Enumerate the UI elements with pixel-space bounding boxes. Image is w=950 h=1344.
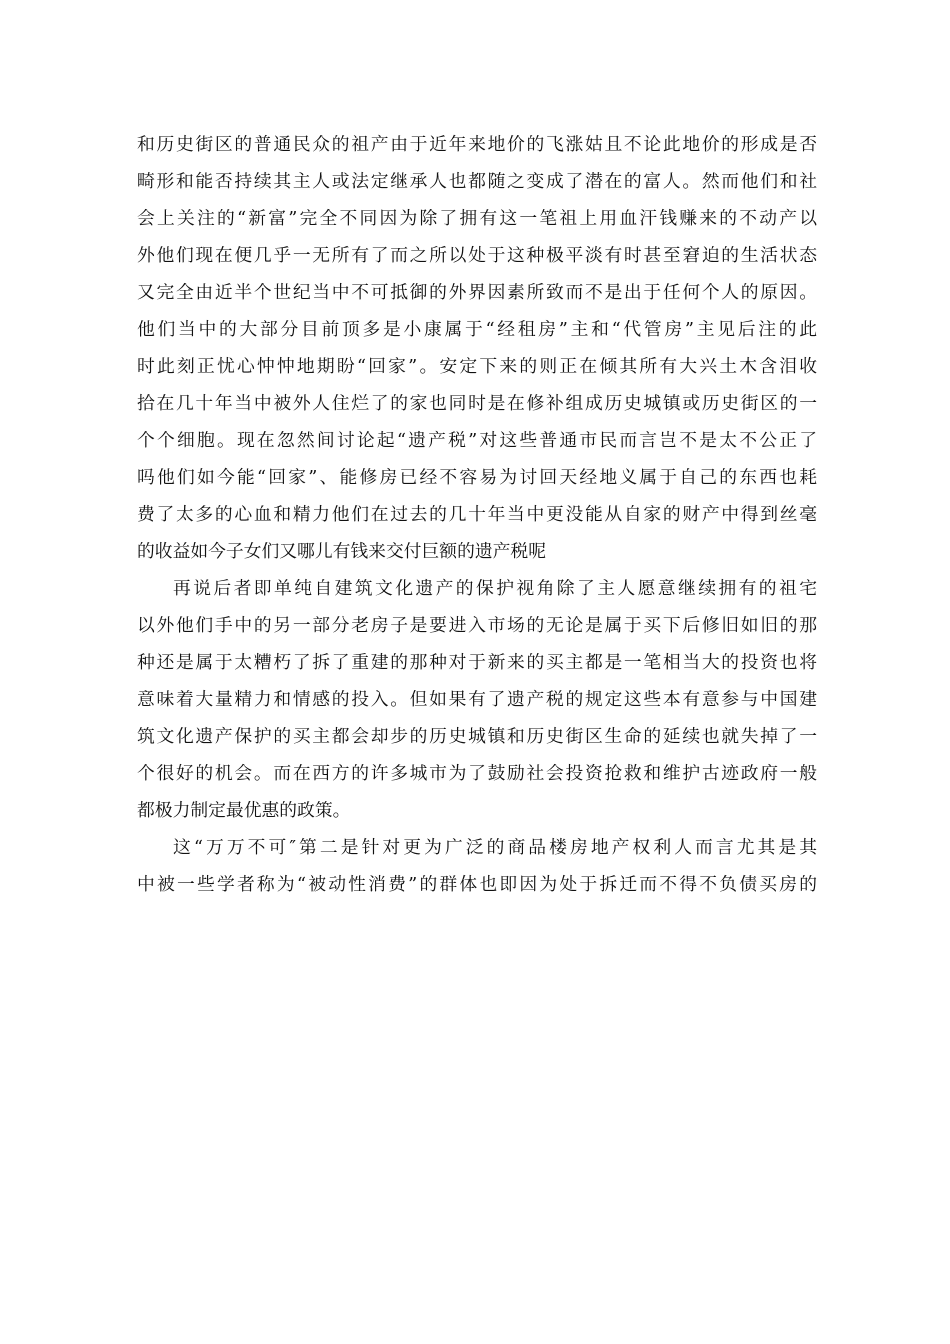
paragraph-1 bbox=[137, 126, 817, 570]
text-line: 的收益如今子女们又哪儿有钱来交付巨额的遗产税呢 bbox=[137, 541, 546, 562]
text-line: 个个细胞。现在忽然间讨论起“遗产税”对这些普通市民而言岂不是太不公正了 bbox=[137, 430, 817, 451]
text-line: 时此刻正忧心忡忡地期盼“回家”。安定下来的则正在倾其所有大兴土木含泪收 bbox=[137, 356, 817, 377]
text-line: 外他们现在便几乎一无所有了而之所以处于这种极平淡有时甚至窘迫的生活状态 bbox=[137, 245, 817, 266]
text-line: 中被一些学者称为“被动性消费”的群体也即因为处于拆迁而不得不负债买房的 bbox=[137, 874, 817, 895]
paragraph-3 bbox=[137, 829, 817, 903]
text-line: 畸形和能否持续其主人或法定继承人也都随之变成了潜在的富人。然而他们和社 bbox=[137, 171, 817, 192]
text-line: 拾在几十年当中被外人住烂了的家也同时是在修补组成历史城镇或历史街区的一 bbox=[137, 393, 817, 414]
text-line: 吗他们如今能“回家”、能修房已经不容易为讨回天经地义属于自己的东西也耗 bbox=[137, 467, 817, 488]
text-line: 会上关注的“新富”完全不同因为除了拥有这一笔祖上用血汗钱赚来的不动产以 bbox=[137, 208, 817, 229]
text-line: 和历史街区的普通民众的祖产由于近年来地价的飞涨姑且不论此地价的形成是否 bbox=[137, 134, 817, 155]
document-body bbox=[137, 126, 817, 903]
text-line: 这“万万不可″第二是针对更为广泛的商品楼房地产权利人而言尤其是其 bbox=[173, 837, 817, 858]
paragraph-2 bbox=[137, 570, 817, 829]
text-line: 种还是属于太糟朽了拆了重建的那种对于新来的买主都是一笔相当大的投资也将 bbox=[137, 652, 817, 673]
text-line: 再说后者即单纯自建筑文化遗产的保护视角除了主人愿意继续拥有的祖宅 bbox=[173, 578, 817, 599]
text-line: 个很好的机会。而在西方的许多城市为了鼓励社会投资抢救和维护古迹政府一般 bbox=[137, 763, 817, 784]
text-line: 筑文化遗产保护的买主都会却步的历史城镇和历史街区生命的延续也就失掉了一 bbox=[137, 726, 817, 747]
text-line: 意味着大量精力和情感的投入。但如果有了遗产税的规定这些本有意参与中国建 bbox=[137, 689, 817, 710]
text-line: 以外他们手中的另一部分老房子是要进入市场的无论是属于买下后修旧如旧的那 bbox=[137, 615, 817, 636]
text-line: 他们当中的大部分目前顶多是小康属于“经租房”主和“代管房”主见后注的此 bbox=[137, 319, 817, 340]
text-line: 又完全由近半个世纪当中不可抵御的外界因素所致而不是出于任何个人的原因。 bbox=[137, 282, 817, 303]
text-line: 费了太多的心血和精力他们在过去的几十年当中更没能从自家的财产中得到丝毫 bbox=[137, 504, 817, 525]
text-line: 都极力制定最优惠的政策。 bbox=[137, 800, 351, 821]
